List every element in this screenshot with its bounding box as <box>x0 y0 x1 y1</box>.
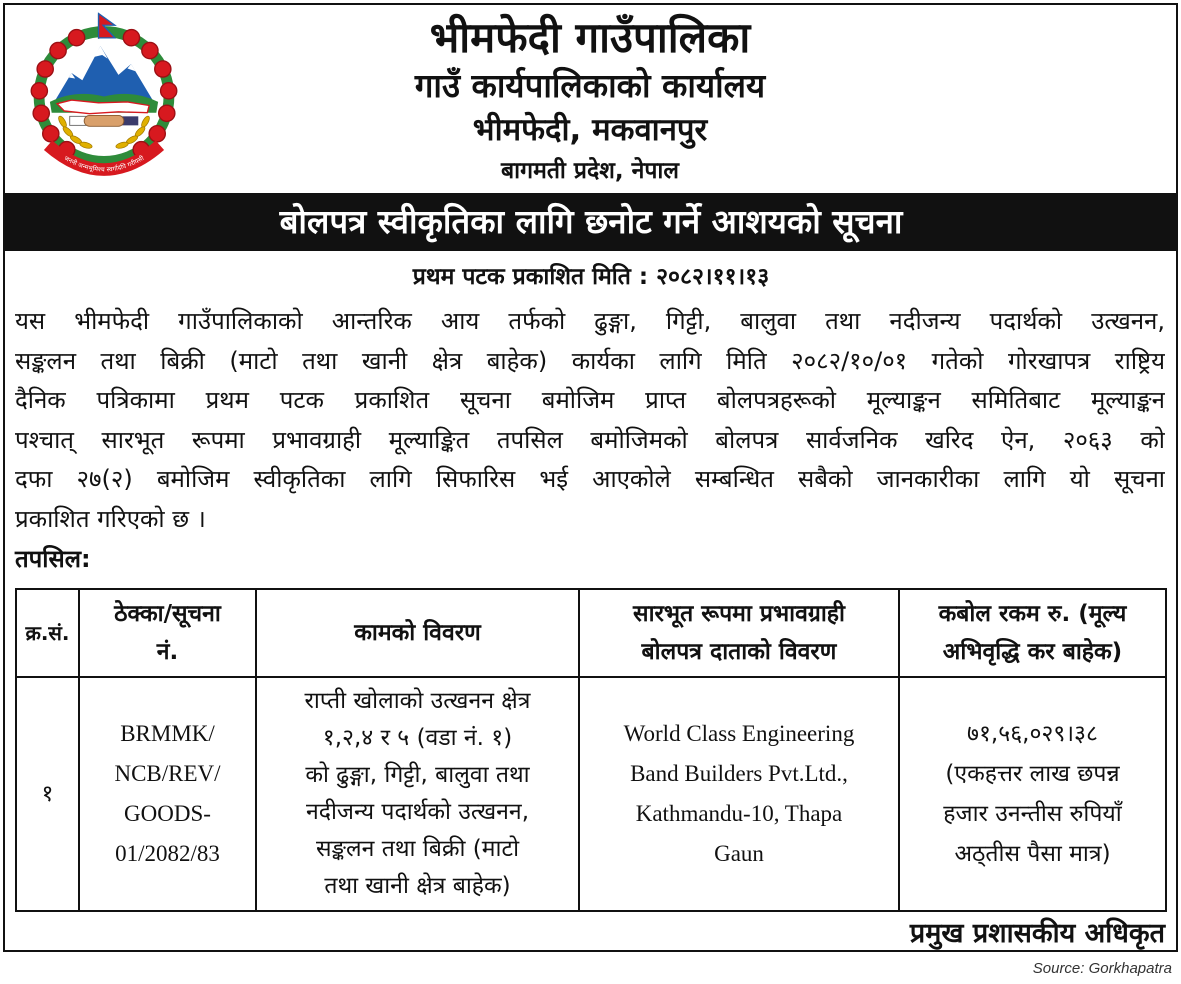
bid-amount-words: अठ्तीस पैसा मात्र) <box>954 841 1111 867</box>
notice-title: बोलपत्र स्वीकृतिका लागि छनोट गर्ने आशयको सूचना <box>279 202 903 241</box>
header-text: ठेक्का/सूचना <box>114 601 221 627</box>
signatory-title: प्रमुख प्रशासकीय अधिकृत <box>909 918 1165 949</box>
body-line: पश्चात् सारभूत रूपमा प्रभावग्राही मूल्याङ्कित तपसिल बमोजिमको बोलपत्र सार्वजनिक खरिद ऐन, २०६३ को <box>15 425 1165 454</box>
contract-number-line: GOODS- <box>124 801 211 826</box>
cell-bid-amount <box>899 677 1166 911</box>
body-line: दफा २७(२) बमोजिम स्वीकृतिका लागि सिफारिस भई आएकोले सम्बन्धित सबैको जानकारीका लागि यो सूचना <box>15 465 1165 493</box>
office-department: गाउँ कार्यपालिकाको कार्यालय <box>414 66 766 105</box>
nepal-flag-icon <box>99 14 115 39</box>
serial-number: १ <box>41 781 54 807</box>
bidder-line: Kathmandu-10, Thapa <box>635 801 843 826</box>
header-text: सारभूत रूपमा प्रभावग्राही <box>633 601 845 627</box>
publish-date-value: २०८२।११।१३ <box>656 264 770 290</box>
table-header-row <box>16 589 1166 677</box>
details-heading: तपसिल: <box>15 545 91 573</box>
cell-serial-number <box>16 677 79 911</box>
header-bid-amount <box>899 589 1166 677</box>
header-text: नं. <box>156 639 179 665</box>
office-location: भीमफेदी, मकवानपुर <box>472 112 708 148</box>
header-contract-number <box>79 589 256 677</box>
header-work-description <box>256 589 579 677</box>
contract-number-line: 01/2082/83 <box>115 841 220 866</box>
work-description-line: १,२,४ र ५ (वडा नं. १) <box>322 725 513 751</box>
header-text: कबोल रकम रु. (मूल्य <box>938 601 1127 627</box>
body-line: यस भीमफेदी गाउँपालिकाको आन्तरिक आय तर्फको ढुङ्गा, गिट्टी, बालुवा तथा नदीजन्य पदार्थको उत्खनन, <box>15 307 1165 335</box>
nepal-emblem-logo <box>12 8 196 185</box>
emblem-motto: जननी जन्मभूमिश्च स्वर्गादपि गरीयसी <box>62 154 146 174</box>
cell-contract-number <box>79 677 256 911</box>
bidder-line: Band Builders Pvt.Ltd., <box>630 761 848 786</box>
work-description-line: तथा खानी क्षेत्र बाहेक) <box>324 873 511 899</box>
publish-date-line <box>5 261 1177 293</box>
contract-number-line: NCB/REV/ <box>114 761 221 786</box>
bid-amount-value: ७१,५६,०२९।३८ <box>967 721 1098 747</box>
body-line: दैनिक पत्रिकामा प्रथम पटक प्रकाशित सूचना बमोजिम प्राप्त बोलपत्रहरूको मूल्याङ्कन समितिबाट मूल्याङ्कन <box>15 386 1165 414</box>
header-bidder-details <box>579 589 899 677</box>
cell-bidder-details <box>579 677 899 911</box>
details-table <box>15 588 1167 912</box>
contract-number-line: BRMMK/ <box>120 721 215 746</box>
table-row <box>16 677 1166 911</box>
bidder-line: Gaun <box>714 841 764 866</box>
handshake-icon <box>70 115 139 126</box>
cell-work-description <box>256 677 579 911</box>
source-credit: Source: Gorkhapatra <box>1032 960 1172 977</box>
header-serial-number <box>16 589 79 677</box>
header-text: क्र.सं. <box>25 621 70 645</box>
bidder-line: World Class Engineering <box>623 721 855 746</box>
office-name: भीमफेदी गाउँपालिका <box>429 13 751 62</box>
work-description-line: नदीजन्य पदार्थको उत्खनन, <box>306 799 529 825</box>
publish-date-label: प्रथम पटक प्रकाशित मिति : <box>412 264 649 290</box>
bid-amount-words: (एकहत्तर लाख छपन्न <box>945 761 1120 787</box>
work-description-line: सङ्कलन तथा बिक्री (माटो <box>315 836 520 862</box>
body-line: सङ्कलन तथा बिक्री (माटो तथा खानी क्षेत्र बाहेक) कार्यका लागि मिति २०८२/१०/०१ गतेको गोरखापत्र राष्ट्रिय <box>15 346 1165 375</box>
body-line: प्रकाशित गरिएको छ । <box>15 504 206 533</box>
header-text: बोलपत्र दाताको विवरण <box>641 639 837 665</box>
work-description-line: को ढुङ्गा, गिट्टी, बालुवा तथा <box>305 762 530 788</box>
office-province: बागमती प्रदेश, नेपाल <box>501 158 679 184</box>
header-text: अभिवृद्धि कर बाहेक) <box>942 639 1123 665</box>
notice-title-banner <box>5 193 1177 251</box>
work-description-line: राप्ती खोलाको उत्खनन क्षेत्र <box>304 688 531 714</box>
notice-body <box>15 302 1165 539</box>
bid-amount-words: हजार उनन्तीस रुपियाँ <box>943 801 1122 827</box>
header-text: कामको विवरण <box>354 620 481 646</box>
